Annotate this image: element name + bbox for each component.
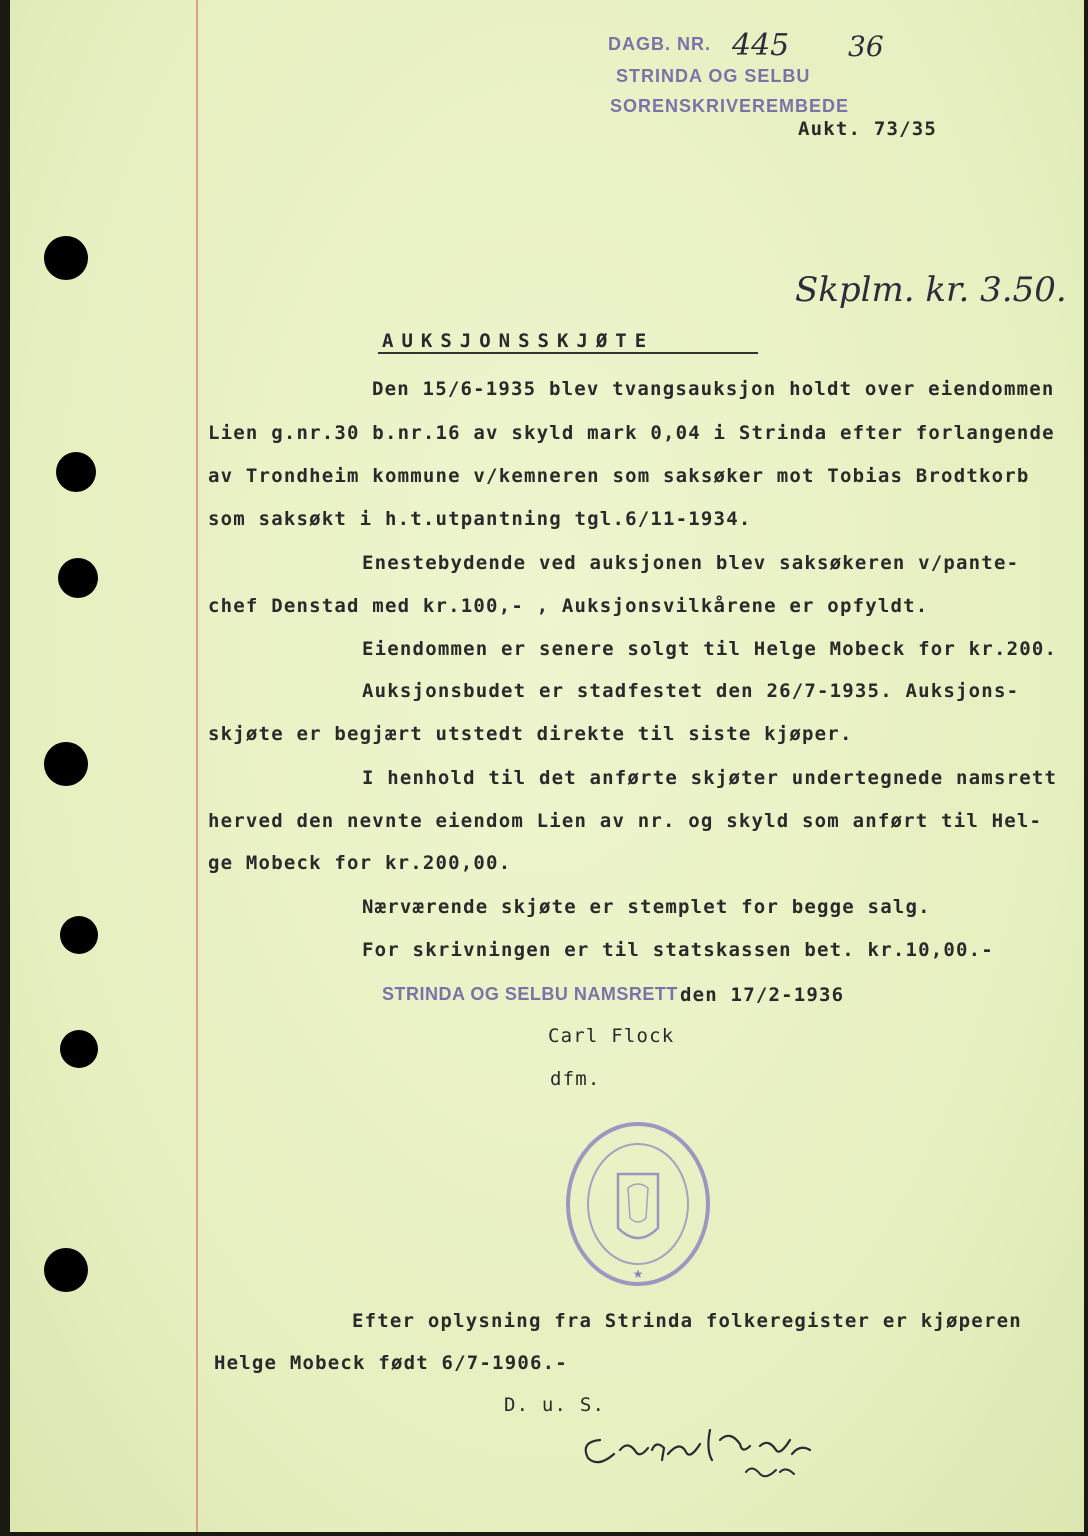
margin-line — [196, 0, 198, 1532]
footer-line: Helge Mobeck født 6/7-1906.- — [214, 1352, 568, 1374]
registry-stamp-line1: DAGB. NR. — [608, 34, 711, 54]
svg-text:★: ★ — [632, 1267, 644, 1281]
footer-line: Efter oplysning fra Strinda folkeregister er kjøperen — [352, 1310, 1022, 1332]
issue-date: den 17/2-1936 — [680, 984, 845, 1006]
body-line: I henhold til det anførte skjøter undertegnede namsrett — [362, 767, 1058, 789]
official-seal — [558, 1118, 718, 1298]
auction-reference: Aukt. 73/35 — [798, 118, 938, 140]
body-line: chef Denstad med kr.100,- , Auksjonsvilkårene er opfyldt. — [208, 595, 929, 617]
registry-stamp-line2: STRINDA OG SELBU — [616, 66, 811, 86]
body-line: Eiendommen er senere solgt til Helge Mobeck for kr.200. — [362, 638, 1058, 660]
handwritten-signature — [570, 1410, 850, 1490]
punch-hole — [58, 558, 98, 598]
body-line: For skrivningen er til statskassen bet. kr.10,00.- — [362, 939, 994, 961]
document-title: AUKSJONSSKJØTE — [382, 330, 655, 352]
punch-hole — [44, 236, 88, 280]
body-line: Auksjonsbudet er stadfestet den 26/7-1935. Auksjons- — [362, 680, 1020, 702]
registry-number: 445 — [732, 28, 790, 63]
signer-title: dfm. — [550, 1068, 601, 1090]
body-line: ge Mobeck for kr.200,00. — [208, 852, 512, 874]
title-underline — [378, 352, 758, 354]
registry-stamp-line3: SORENSKRIVEREMBEDE — [610, 96, 850, 116]
fee-note: Skplm. kr. 3.50. — [795, 270, 1067, 310]
punch-hole — [60, 1030, 98, 1068]
body-line: som saksøkt i h.t.utpantning tgl.6/11-1934. — [208, 508, 752, 530]
body-line: Den 15/6-1935 blev tvangsauksjon holdt over eiendommen — [372, 378, 1055, 400]
signer-name: Carl Flock — [548, 1025, 675, 1047]
body-line: herved den nevnte eiendom Lien av nr. og skyld som anført til Hel- — [208, 810, 1043, 832]
registry-year: 36 — [848, 30, 884, 63]
document-page — [10, 0, 1084, 1532]
punch-hole — [44, 742, 88, 786]
dus-mark: D. u. S. — [504, 1394, 606, 1416]
body-line: Lien g.nr.30 b.nr.16 av skyld mark 0,04 i Strinda efter forlangende — [208, 422, 1055, 444]
punch-hole — [60, 916, 98, 954]
body-line: Enestebydende ved auksjonen blev saksøkeren v/pante- — [362, 552, 1020, 574]
body-line: av Trondheim kommune v/kemneren som saksøker mot Tobias Brodtkorb — [208, 465, 1030, 487]
body-line: skjøte er begjært utstedt direkte til siste kjøper. — [208, 723, 853, 745]
court-stamp: STRINDA OG SELBU NAMSRETT — [382, 984, 678, 1004]
body-line: Nærværende skjøte er stemplet for begge salg. — [362, 896, 931, 918]
punch-hole — [44, 1248, 88, 1292]
punch-hole — [56, 452, 96, 492]
